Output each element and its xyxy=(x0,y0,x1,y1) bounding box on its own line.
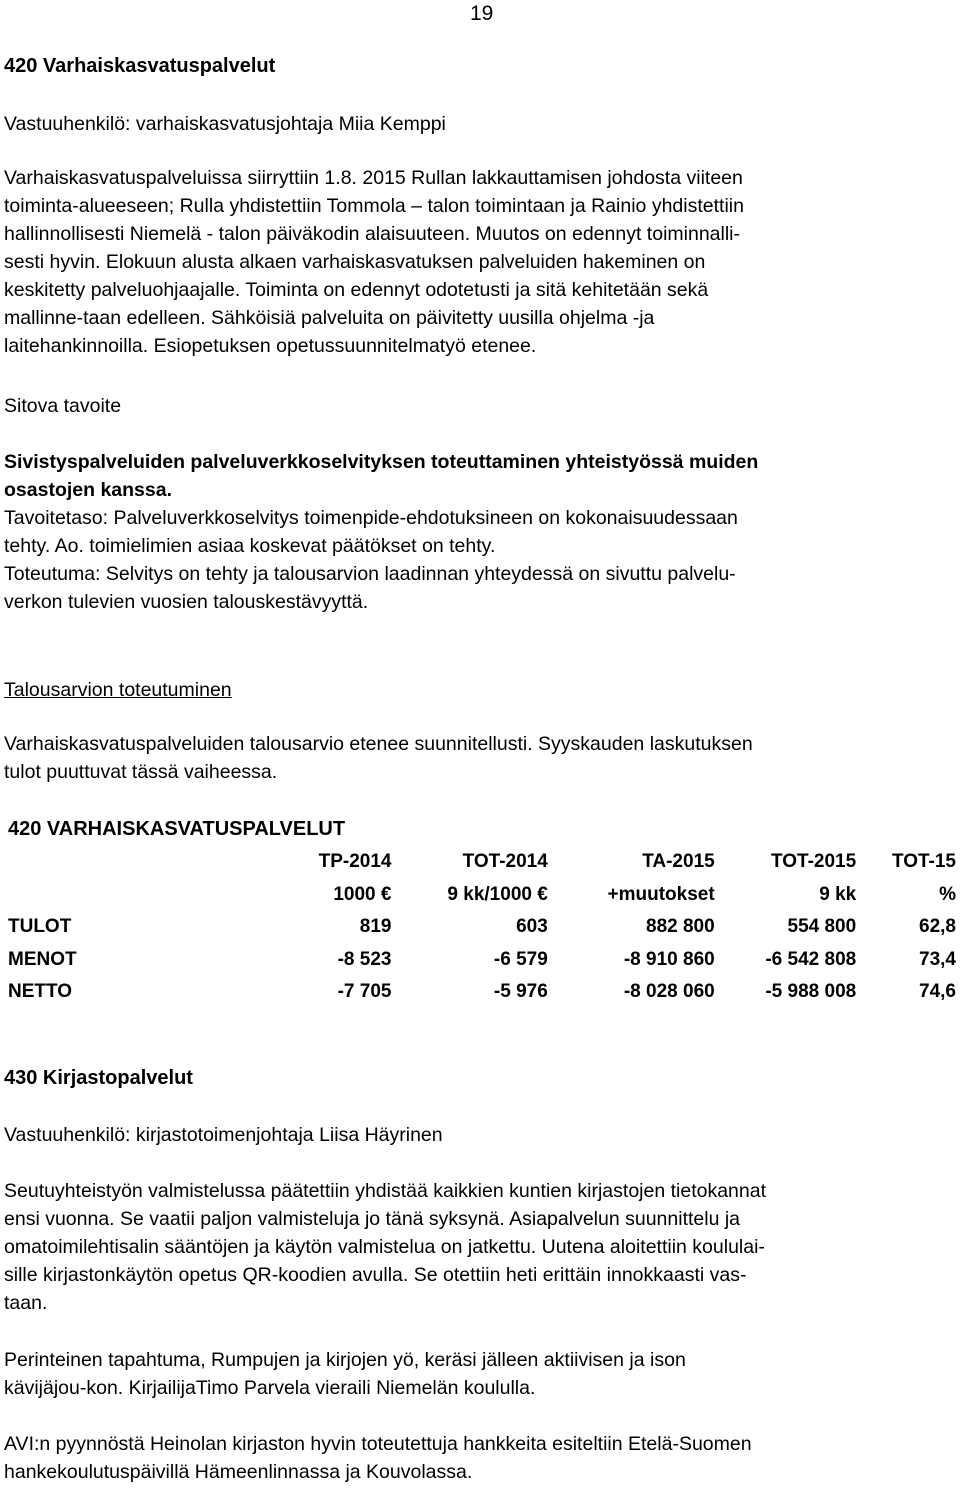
table-cell: -8 910 860 xyxy=(623,948,715,970)
financial-table xyxy=(8,812,956,1009)
goal-title-line: Sivistyspalveluiden palveluverkkoselvityksen toteuttaminen yhteistyössä muiden xyxy=(4,451,759,473)
table-cell: -5 988 008 xyxy=(765,981,857,1003)
subheader-cell: 1000 € xyxy=(333,883,392,905)
body-line: toiminta-alueeseen; Rulla yhdistettiin Tommola – talon toimintaan ja Rainio yhdistettiin xyxy=(4,195,744,217)
header-cell: TOT-2015 xyxy=(771,851,857,873)
section-420-heading: 420 Varhaiskasvatuspalvelut xyxy=(4,55,276,77)
section-430-para3 xyxy=(4,1430,956,1486)
section-420-responsible: Vastuuhenkilö: varhaiskasvatusjohtaja Miia Kemppi xyxy=(4,113,446,135)
body-line: laitehankinnoilla. Esiopetuksen opetussuunnitelmatyö etenee. xyxy=(4,335,537,357)
goal-label: Sitova tavoite xyxy=(4,395,122,417)
para-line: Seutuyhteistyön valmistelussa päätettiin yhdistää kaikkien kuntien kirjastojen tietokannat xyxy=(4,1180,767,1202)
row-label: TULOT xyxy=(8,916,72,938)
subheader-cell: 9 kk xyxy=(819,883,857,905)
table-row-menot xyxy=(8,944,956,977)
goal-line: Tavoitetaso: Palveluverkkoselvitys toimenpide-ehdotuksineen on kokonaisuudessaan xyxy=(4,507,738,529)
para-line: omatoimilehtisalin sääntöjen ja käytön valmistelua on jatkettu. Uutena aloitettiin koululai- xyxy=(4,1236,765,1258)
para-line: ensi vuonna. Se vaatii paljon valmisteluja jo tänä syksynä. Asiapalvelun suunnittelu ja xyxy=(4,1208,741,1230)
para-line: AVI:n pyynnöstä Heinolan kirjaston hyvin toteutettuja hankkeita esiteltiin Etelä-Suomen xyxy=(4,1433,752,1455)
table-cell: -7 705 xyxy=(337,981,392,1003)
body-line: Varhaiskasvatuspalveluissa siirryttiin 1.8. 2015 Rullan lakkauttamisen johdosta viiteen xyxy=(4,167,743,189)
table-cell: 74,6 xyxy=(919,981,956,1003)
goal-details xyxy=(4,504,956,616)
header-cell: TOT-15 xyxy=(891,851,956,873)
table-row-netto xyxy=(8,976,956,1009)
header-cell: TP-2014 xyxy=(318,851,392,873)
goal-title-line: osastojen kanssa. xyxy=(4,479,172,501)
table-cell: -6 579 xyxy=(493,948,548,970)
table-caption-row xyxy=(8,812,956,846)
table-cell: -8 523 xyxy=(337,948,392,970)
table-row-tulot xyxy=(8,911,956,944)
budget-heading: Talousarvion toteutuminen xyxy=(4,679,232,701)
table-cell: 554 800 xyxy=(787,916,857,938)
goal-title xyxy=(4,448,956,504)
body-line: mallinne-taan edelleen. Sähköisiä palveluita on päivitetty uusilla ohjelma -ja xyxy=(4,307,655,329)
table-cell: 62,8 xyxy=(919,916,956,938)
para-line: sille kirjastonkäytön opetus QR-koodien avulla. Se otettiin heti erittäin innokkaasti vas- xyxy=(4,1264,747,1286)
budget-heading-wrap xyxy=(4,676,956,704)
table-caption: 420 VARHAISKASVATUSPALVELUT xyxy=(8,817,346,840)
table-cell: -5 976 xyxy=(493,981,548,1003)
row-label: NETTO xyxy=(8,981,73,1003)
section-430-para1 xyxy=(4,1177,956,1317)
para-line: kävijäjou-kon. KirjailijaTimo Parvela vieraili Niemelän koululla. xyxy=(4,1377,536,1399)
body-line: sesti hyvin. Elokuun alusta alkaen varhaiskasvatuksen palveluiden hakeminen on xyxy=(4,251,706,273)
section-430-para2 xyxy=(4,1346,956,1402)
section-430-heading: 430 Kirjastopalvelut xyxy=(4,1067,193,1089)
para-line: hankekoulutuspäivillä Hämeenlinnassa ja Kouvolassa. xyxy=(4,1461,473,1483)
header-cell xyxy=(8,846,278,879)
table-subheader-row xyxy=(8,879,956,912)
section-420-body xyxy=(4,164,956,360)
subheader-cell xyxy=(8,879,278,912)
table-cell: 819 xyxy=(359,916,392,938)
budget-line: tulot puuttuvat tässä vaiheessa. xyxy=(4,761,278,783)
table-cell: -6 542 808 xyxy=(765,948,857,970)
para-line: Perinteinen tapahtuma, Rumpujen ja kirjojen yö, keräsi jälleen aktiivisen ja ison xyxy=(4,1349,686,1371)
header-cell: TOT-2014 xyxy=(462,851,548,873)
goal-line: verkon tulevien vuosien talouskestävyyttä. xyxy=(4,591,369,613)
para-line: taan. xyxy=(4,1292,48,1314)
goal-line: tehty. Ao. toimielimien asiaa koskevat päätökset on tehty. xyxy=(4,535,496,557)
table-cell: 882 800 xyxy=(646,916,715,938)
subheader-cell: % xyxy=(939,883,956,905)
table-cell: -8 028 060 xyxy=(623,981,715,1003)
section-430-responsible: Vastuuhenkilö: kirjastotoimenjohtaja Liisa Häyrinen xyxy=(4,1124,443,1146)
table-cell: 603 xyxy=(516,916,548,938)
budget-line: Varhaiskasvatuspalveluiden talousarvio etenee suunnitellusti. Syyskauden laskutuksen xyxy=(4,733,753,755)
goal-line: Toteutuma: Selvitys on tehty ja talousarvion laadinnan yhteydessä on sivuttu palvelu- xyxy=(4,563,736,585)
table-header-row xyxy=(8,846,956,879)
header-cell: TA-2015 xyxy=(642,851,715,873)
table-cell: 73,4 xyxy=(919,948,956,970)
subheader-cell: +muutokset xyxy=(607,883,715,905)
subheader-cell: 9 kk/1000 € xyxy=(447,883,548,905)
body-line: hallinnollisesti Niemelä - talon päiväkodin alaisuuteen. Muutos on edennyt toiminnalli- xyxy=(4,223,741,245)
page-number: 19 xyxy=(470,2,494,25)
body-line: keskitetty palveluohjaajalle. Toiminta on edennyt odotetusti ja sitä kehitetään sekä xyxy=(4,279,709,301)
row-label: MENOT xyxy=(8,948,77,970)
budget-text xyxy=(4,730,956,786)
